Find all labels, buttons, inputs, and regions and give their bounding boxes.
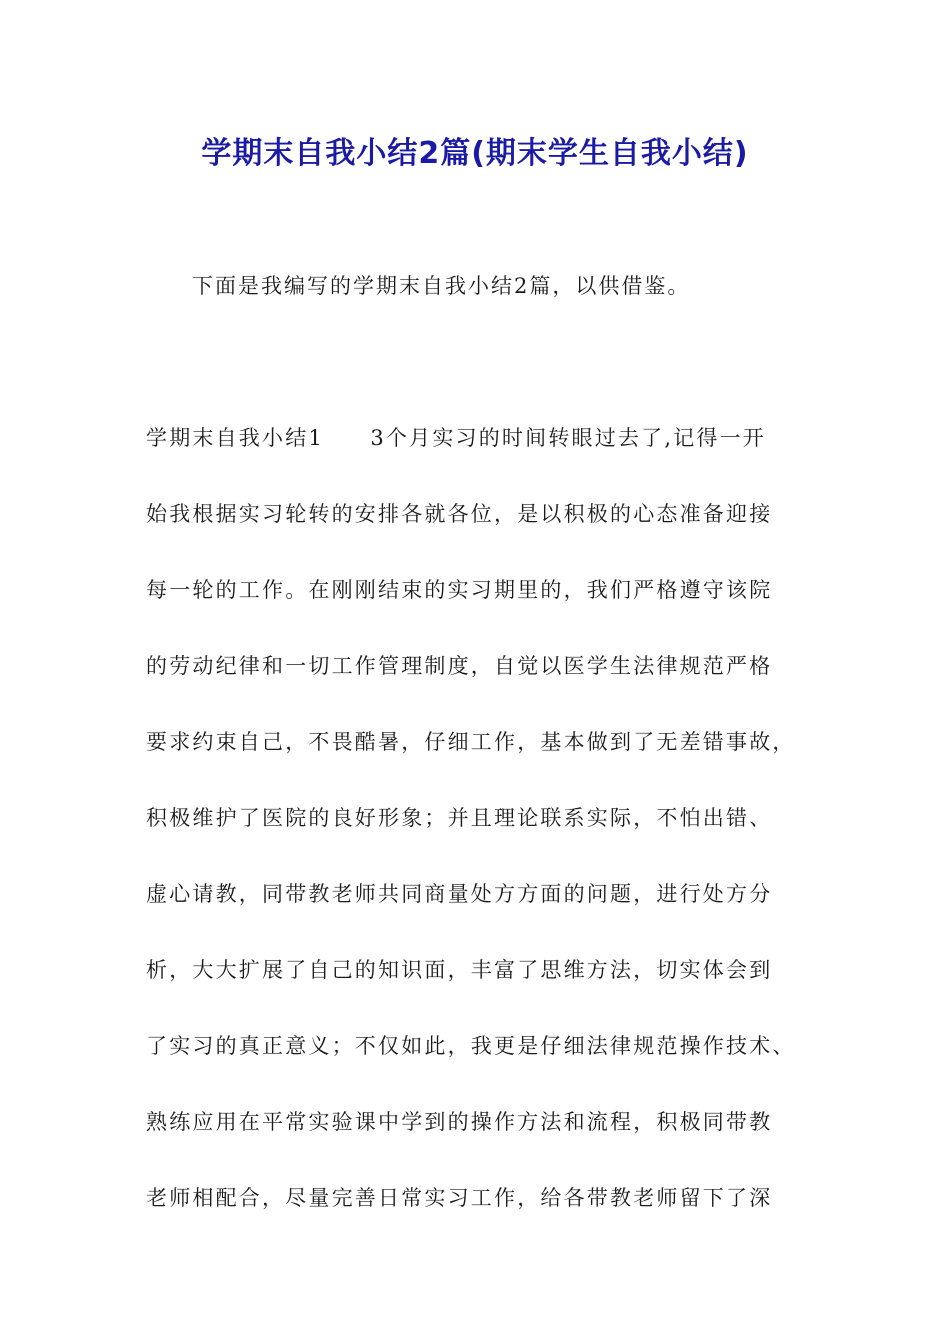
body-line: 虚心请教，同带教老师共同商量处方方面的问题，进行处方分 [146, 882, 773, 906]
body-line: 了实习的真正意义；不仅如此，我更是仔细法律规范操作技术、 [146, 1034, 796, 1058]
body-line: 要求约束自己，不畏酷暑，仔细工作，基本做到了无差错事故， [146, 730, 796, 754]
body-line: 析，大大扩展了自己的知识面，丰富了思维方法，切实体会到 [146, 958, 773, 982]
body-line: 熟练应用在平常实验课中学到的操作方法和流程，积极同带教 [146, 1110, 773, 1134]
body-line: 积极维护了医院的良好形象；并且理论联系实际，不怕出错、 [146, 806, 773, 830]
document-title: 学期末自我小结2篇(期末学生自我小结) [201, 136, 749, 171]
body-line: 的劳动纪律和一切工作管理制度，自觉以医学生法律规范严格 [146, 654, 773, 678]
body-line: 学期末自我小结1 3个月实习的时间转眼过去了,记得一开 [146, 426, 766, 450]
body-line: 老师相配合，尽量完善日常实习工作，给各带教老师留下了深 [146, 1186, 773, 1210]
intro-paragraph: 下面是我编写的学期末自我小结2篇，以供借鉴。 [192, 274, 691, 298]
body-text [146, 420, 836, 1256]
body-line: 始我根据实习轮转的安排各就各位，是以积极的心态准备迎接 [146, 502, 773, 526]
body-line: 每一轮的工作。在刚刚结束的实习期里的，我们严格遵守该院 [146, 578, 773, 602]
